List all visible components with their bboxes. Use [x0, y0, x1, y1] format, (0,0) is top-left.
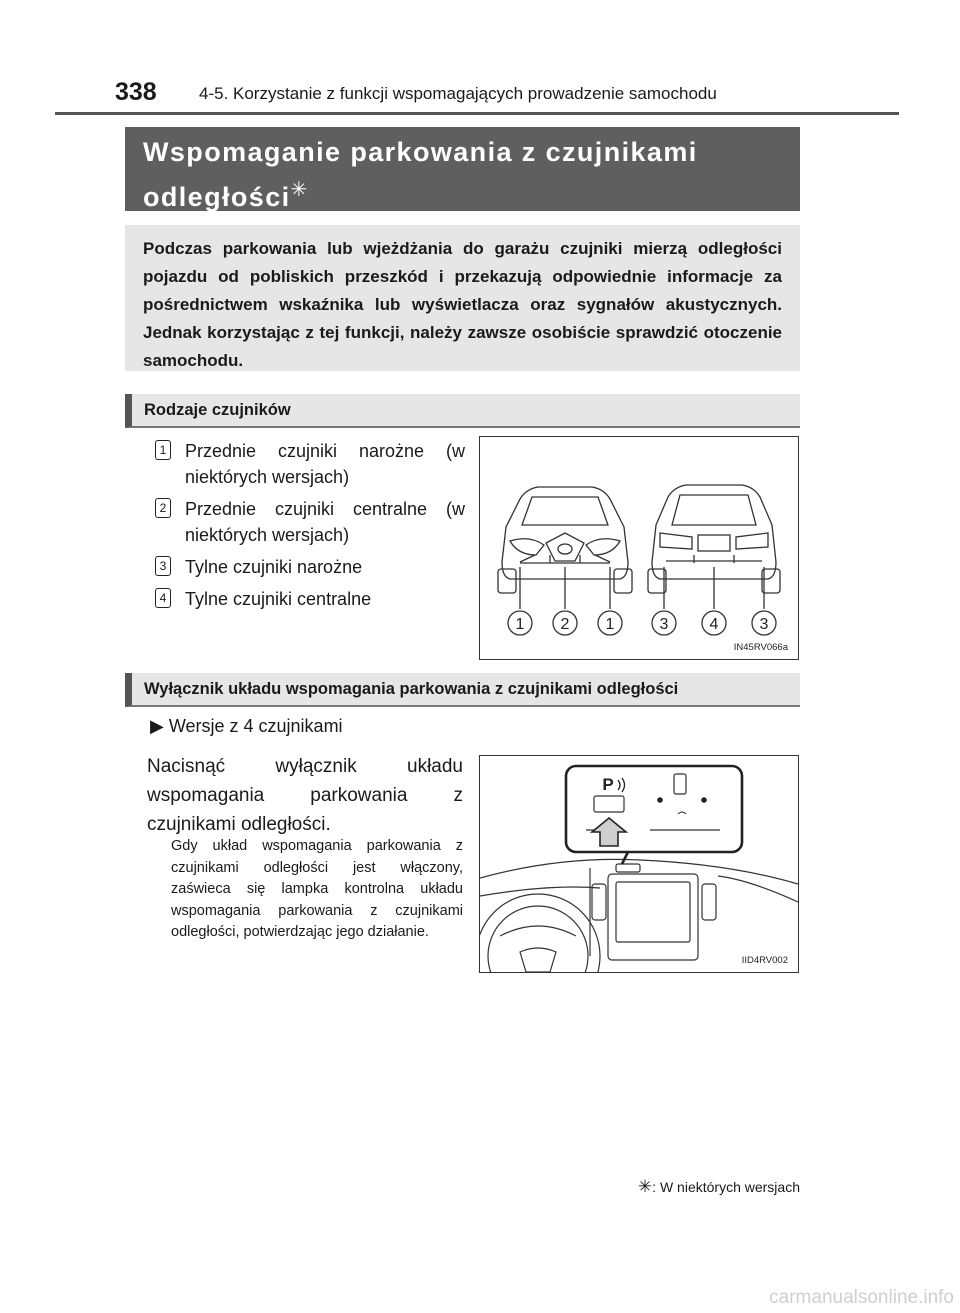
header-rule [55, 112, 899, 115]
parking-sensor-symbol: P [602, 775, 614, 794]
list-item [147, 496, 465, 548]
item-text: Tylne czujniki centralne [185, 589, 372, 609]
item-number: 3 [155, 556, 171, 576]
intro-box: Podczas parkowania lub wjeżdżania do garażu czujniki mierzą odległości pojazdu od pobliskich przeszkód i przekazują odpowiednie informacje za pośrednictwem wskaźnika lub wyświetlacza oraz sygnałów akustycznych. Jednak korzystając z tej funkcji, należy zawsze osobiście sprawdzić otoczenie samochodu. [125, 225, 800, 371]
variant-text: Wersje z 4 czujnikami [168, 716, 343, 736]
indicator-dot [701, 797, 707, 803]
title-line-2: odległości [143, 182, 291, 212]
instruction-text: Nacisnąć wyłącznik układu wspomagania parkowania z czujnikami odległości. [147, 756, 463, 835]
figure-id: IN45RV066a [733, 642, 788, 653]
callout-label: 1 [515, 616, 525, 633]
vehicle-sensors-illustration [480, 437, 798, 659]
watermark: carmanualsonline.info [769, 1287, 954, 1308]
page-number: 338 [115, 78, 157, 106]
list-item [147, 438, 465, 490]
dashboard-illustration [480, 756, 798, 972]
footnote [610, 1177, 800, 1197]
footnote-marker: ✳ [637, 1177, 653, 1196]
variant-label [150, 716, 343, 737]
title-line-1: Wspomaganie parkowania z czujnikami [143, 137, 698, 167]
callout-label: 1 [605, 616, 615, 633]
section-heading-switch: Wyłącznik układu wspomagania parkowania z czujnikami odległości [125, 673, 800, 707]
item-text: Przednie czujniki centralne (w niektórych wersjach) [185, 499, 465, 545]
switch-location-figure [479, 755, 799, 973]
triangle-bullet-icon: ▶ [150, 716, 169, 736]
running-head: 4-5. Korzystanie z funkcji wspomagających prowadzenie samochodu [199, 84, 717, 103]
callout-label: 2 [560, 616, 570, 633]
item-number: 2 [155, 498, 171, 518]
title-marker: ✳ [290, 179, 309, 201]
figure-id: IID4RV002 [741, 955, 788, 966]
section-heading-sensor-types: Rodzaje czujników [125, 394, 800, 428]
sensor-location-figure [479, 436, 799, 660]
callout-label: 4 [709, 616, 719, 633]
footnote-text: : W niektórych wersjach [652, 1179, 800, 1195]
indicator-dot [657, 797, 663, 803]
note-text: Gdy układ wspomagania parkowania z czujnikami odległości jest włączony, zaświeca się lampka kontrolna układu wspomagania parkowania z czujnikami odległości, potwierdzając jego działanie. [171, 838, 463, 940]
item-text: Tylne czujniki narożne [185, 557, 363, 577]
item-number: 4 [155, 588, 171, 608]
item-text: Przednie czujniki narożne (w niektórych wersjach) [185, 441, 465, 487]
callout-label: 3 [759, 616, 769, 633]
list-item [147, 586, 465, 612]
list-item [147, 554, 465, 580]
callout-label: 3 [659, 616, 669, 633]
section-title [125, 127, 800, 211]
item-number: 1 [155, 440, 171, 460]
